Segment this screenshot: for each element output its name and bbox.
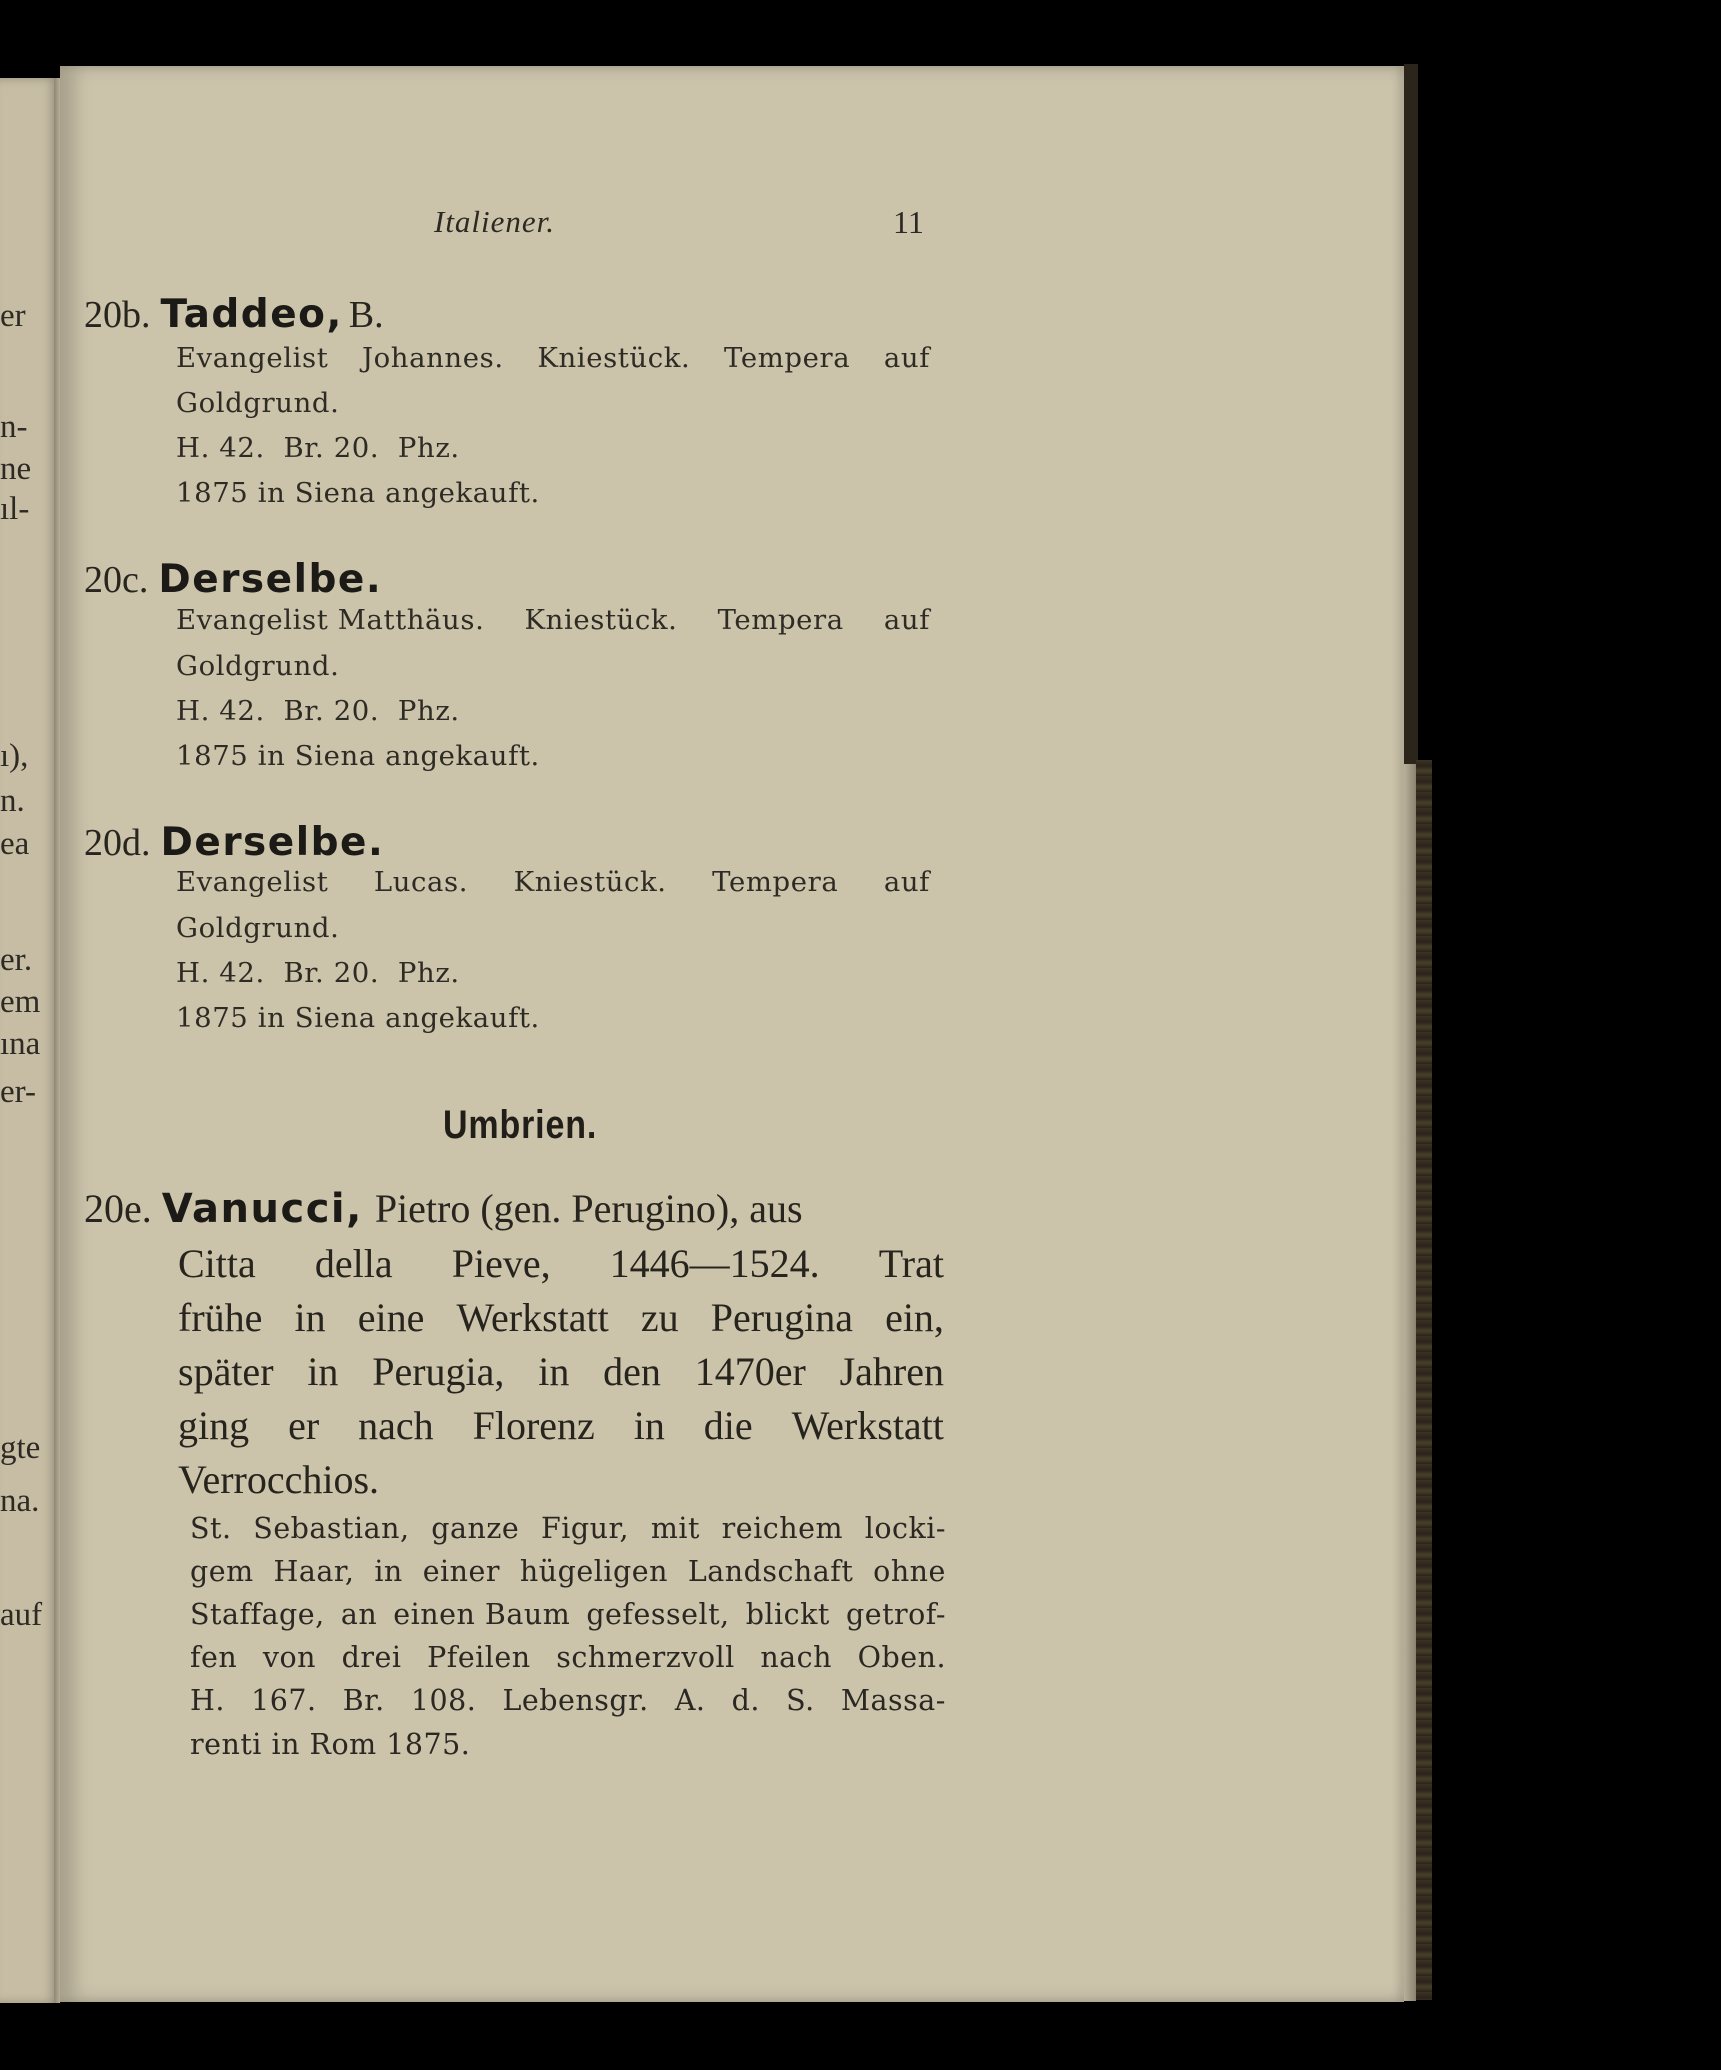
word: gefesselt, <box>586 1598 730 1631</box>
word: Kniestück. <box>537 342 691 374</box>
word: Lucas. <box>373 866 469 898</box>
artwork-description-line <box>190 1555 946 1588</box>
word: an <box>340 1598 378 1631</box>
entry-description-line <box>176 866 930 898</box>
word: auf <box>883 866 930 898</box>
word: hügeligen <box>519 1555 668 1588</box>
word: gem <box>190 1555 254 1588</box>
word: della <box>314 1241 393 1286</box>
word: von <box>262 1641 317 1674</box>
word: 1470er <box>694 1349 806 1394</box>
word: Staffage, <box>190 1598 325 1631</box>
word: Evangelist <box>176 342 329 374</box>
entry-number: 20c. <box>84 559 149 601</box>
word: in <box>294 1295 326 1340</box>
left-page-fragment: er <box>0 298 26 334</box>
word: 108. <box>410 1684 477 1717</box>
book-cover-edge-top <box>1404 64 1418 764</box>
word: er <box>288 1403 320 1448</box>
entry-description-line <box>176 342 930 374</box>
word: Werkstatt <box>791 1403 944 1448</box>
artwork-dimensions-line <box>190 1684 946 1717</box>
entry-number: 20e. <box>84 1186 152 1231</box>
word: nach <box>760 1641 832 1674</box>
word: später <box>178 1349 274 1394</box>
word: Florenz <box>472 1403 595 1448</box>
word: reichem <box>721 1512 843 1545</box>
left-page-fragment: em <box>0 984 41 1020</box>
word: mit <box>650 1512 700 1545</box>
catalog-entry-heading <box>84 820 384 865</box>
word: d. <box>731 1684 760 1717</box>
artist-name: Taddeo, <box>160 292 343 337</box>
word: 167. <box>251 1684 317 1717</box>
word: schmerzvoll <box>556 1641 735 1674</box>
word: Br. <box>342 1684 385 1717</box>
word: Perugina <box>710 1295 853 1340</box>
word: die <box>703 1403 753 1448</box>
word: fen <box>190 1641 238 1674</box>
left-page-fragment: n. <box>0 783 25 819</box>
biography-line <box>178 1240 944 1287</box>
entry-description-line: Goldgrund. <box>176 912 340 944</box>
artist-name: Derselbe. <box>158 557 383 602</box>
word: Tempera <box>712 866 839 898</box>
word: ging <box>178 1403 250 1448</box>
artist-name: Derselbe. <box>160 820 385 865</box>
biography-line: Verrocchios. <box>178 1457 380 1502</box>
word: Pfeilen <box>427 1641 531 1674</box>
word: Kniestück. <box>524 604 678 636</box>
word: Johannes. <box>362 342 504 374</box>
entry-description-line: Goldgrund. <box>176 650 340 682</box>
word: in <box>374 1555 403 1588</box>
left-page-fragment: ı), <box>0 738 29 774</box>
biography-line <box>178 1294 944 1341</box>
word: Evangelist <box>176 866 329 898</box>
word: Tempera <box>724 342 851 374</box>
word: Massa- <box>840 1684 946 1717</box>
catalog-entry-heading <box>84 557 382 602</box>
word: Sebastian, <box>253 1512 410 1545</box>
word: auf <box>883 342 930 374</box>
word: frühe <box>178 1295 263 1340</box>
left-page-fragment: er. <box>0 942 33 978</box>
left-page-fragment: ea <box>0 826 30 862</box>
word: Jahren <box>839 1349 944 1394</box>
catalog-entry-heading <box>84 1185 803 1232</box>
artwork-provenance-line: renti in Rom 1875. <box>190 1728 471 1761</box>
word: ganze <box>431 1512 520 1545</box>
word: drei <box>341 1641 402 1674</box>
word: A. <box>674 1684 706 1717</box>
word: Landschaft <box>687 1555 854 1588</box>
word: Lebensgr. <box>502 1684 649 1717</box>
word: Trat <box>878 1241 944 1286</box>
word: H. <box>190 1684 225 1717</box>
left-page-fragment: na. <box>0 1483 40 1519</box>
artwork-description-line <box>190 1641 946 1674</box>
left-page-fragment: ıl- <box>0 491 30 527</box>
page-number: 11 <box>893 204 924 240</box>
word: 1446—1524. <box>609 1241 820 1286</box>
artwork-description-line <box>190 1598 946 1631</box>
left-page-fragment: ına <box>0 1026 41 1062</box>
left-page-fragment: ne <box>0 451 32 487</box>
word: in <box>538 1349 570 1394</box>
running-title: Italiener. <box>434 204 556 239</box>
entry-dimensions: H. 42. Br. 20. Phz. <box>176 957 460 989</box>
section-heading: Umbrien. <box>443 1103 598 1147</box>
word: eine <box>357 1295 425 1340</box>
entry-provenance: 1875 in Siena angekauft. <box>176 740 540 772</box>
word: den <box>603 1349 661 1394</box>
word: nach <box>358 1403 434 1448</box>
word: ohne <box>873 1555 946 1588</box>
left-page-fragment: gte <box>0 1430 41 1466</box>
word: Oben. <box>857 1641 946 1674</box>
word: locki- <box>864 1512 946 1545</box>
biography-line <box>178 1402 944 1449</box>
artwork-description-line <box>190 1512 946 1545</box>
word: blickt <box>745 1598 830 1631</box>
word: Pieve, <box>451 1241 551 1286</box>
word: auf <box>883 604 930 636</box>
artist-name: Vanucci, <box>161 1186 363 1232</box>
entry-number: 20d. <box>84 822 151 864</box>
word: getrof- <box>845 1598 946 1631</box>
word: Evangelist Matthäus. <box>176 604 485 636</box>
word: einer <box>422 1555 501 1588</box>
word: in <box>307 1349 339 1394</box>
word: ein, <box>885 1295 944 1340</box>
entry-dimensions: H. 42. Br. 20. Phz. <box>176 695 460 727</box>
word: zu <box>640 1295 679 1340</box>
catalog-entry-heading <box>84 292 384 337</box>
artist-details: Pietro (gen. Perugino), aus <box>374 1186 803 1231</box>
entry-description-line: Goldgrund. <box>176 387 340 419</box>
biography-line <box>178 1348 944 1395</box>
word: Tempera <box>717 604 844 636</box>
word: Citta <box>178 1241 256 1286</box>
word: Haar, <box>273 1555 355 1588</box>
word: einen Baum <box>393 1598 571 1631</box>
book-cover-edge <box>1416 760 1432 2000</box>
artist-first-name: B. <box>348 294 384 336</box>
word: S. <box>786 1684 815 1717</box>
entry-description-line <box>176 604 930 636</box>
left-page-fragment: er- <box>0 1074 36 1110</box>
left-page-fragment: n- <box>0 409 28 445</box>
word: St. <box>190 1512 232 1545</box>
entry-provenance: 1875 in Siena angekauft. <box>176 477 540 509</box>
left-page-fragment: auf <box>0 1597 43 1633</box>
word: in <box>633 1403 665 1448</box>
word: Kniestück. <box>513 866 667 898</box>
word: Perugia, <box>372 1349 505 1394</box>
entry-number: 20b. <box>84 294 151 336</box>
word: Figur, <box>541 1512 630 1545</box>
word: Werkstatt <box>456 1295 609 1340</box>
entry-dimensions: H. 42. Br. 20. Phz. <box>176 432 460 464</box>
entry-provenance: 1875 in Siena angekauft. <box>176 1002 540 1034</box>
